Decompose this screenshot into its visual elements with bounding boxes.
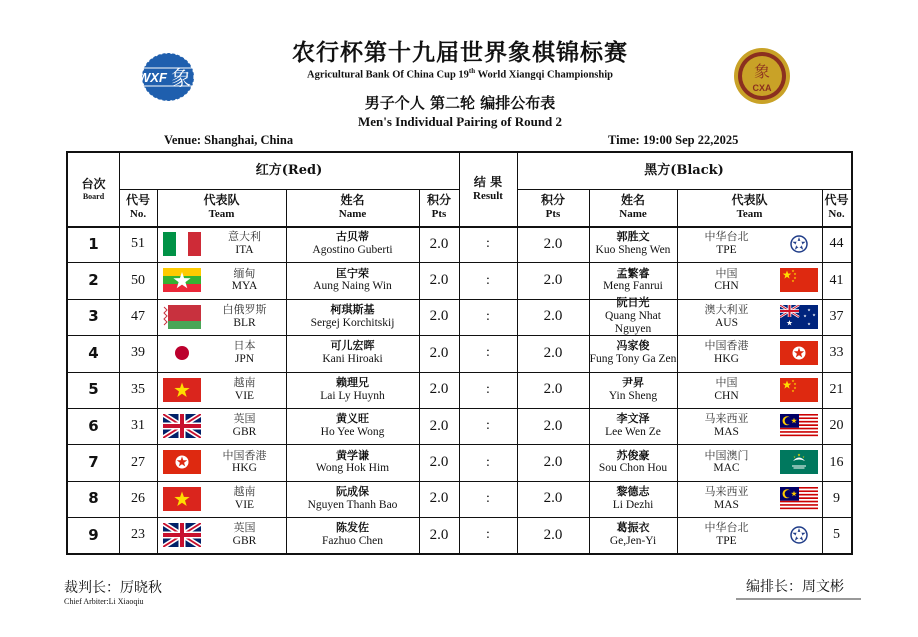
header-black-no-en: No.: [828, 208, 845, 221]
wxf-logo-glyph: 象: [171, 66, 191, 90]
black-points-value: 2.0: [543, 526, 563, 543]
red-player-no: [119, 444, 157, 480]
red-player-name: [286, 299, 419, 335]
board-number-value: 6: [88, 416, 99, 435]
black-team-cn: 中华台北: [704, 521, 749, 535]
black-team: [677, 481, 776, 517]
result-value: :: [486, 345, 490, 361]
black-player-name: [589, 226, 677, 262]
black-points: [517, 517, 589, 553]
header-red-name-en: Name: [338, 208, 367, 221]
black-team-en: HKG: [714, 353, 739, 366]
black-team-cn: 中国: [715, 266, 738, 280]
red-player-no-value: 26: [131, 490, 145, 506]
red-points-value: 2.0: [429, 453, 449, 470]
black-player-name-cn: 黎德志: [616, 485, 650, 499]
board-number-value: 4: [88, 343, 99, 362]
signature-underline: [736, 598, 861, 600]
result-value: :: [486, 236, 490, 252]
red-player-name-cn: 黄学谦: [336, 448, 369, 462]
black-team: [677, 262, 776, 298]
hkg-flag-icon: [163, 450, 201, 474]
red-team-cn: 日本: [233, 339, 256, 353]
red-points: [419, 226, 459, 262]
red-player-no-value: 51: [131, 236, 145, 252]
red-team-cn: 白俄罗斯: [222, 303, 267, 317]
red-player-name-cn: 阮成保: [336, 485, 369, 499]
chn-flag-icon: [780, 378, 818, 402]
black-player-name-cn: 李文泽: [616, 412, 650, 426]
red-team-en: VIE: [234, 389, 255, 402]
black-player-name-en: Meng Fanrui: [603, 280, 663, 293]
black-team-en: AUS: [714, 316, 738, 329]
black-points: [517, 444, 589, 480]
red-player-name-en: Fazhuo Chen: [321, 535, 383, 548]
header-red-pts-en: Pts: [431, 208, 447, 221]
time-label: Time: 19:00 Sep 22,2025: [608, 133, 739, 147]
header-black-name: [589, 189, 677, 226]
black-player-no: [822, 262, 851, 298]
red-player-name-cn: 柯琪斯基: [330, 303, 375, 317]
black-player-name-en: Yin Sheng: [608, 389, 658, 402]
red-player-name: [286, 517, 419, 553]
red-player-name-en: Kani Hiroaki: [322, 353, 383, 366]
black-team: [677, 335, 776, 371]
black-player-name-en: Ge,Jen-Yi: [609, 535, 657, 548]
ita-flag-icon: [163, 232, 201, 256]
black-player-no-value: 21: [829, 381, 844, 397]
black-player-no: [822, 226, 851, 262]
black-player-name-cn: 郭胜文: [616, 230, 650, 244]
board-number: [68, 262, 119, 298]
board-number: [68, 226, 119, 262]
board-number: [68, 335, 119, 371]
red-player-name-cn: 陈发佐: [336, 521, 369, 535]
header-result: [459, 153, 517, 226]
header-black: [517, 153, 851, 189]
red-points: [419, 444, 459, 480]
black-player-no: [822, 481, 851, 517]
red-points: [419, 517, 459, 553]
black-points-value: 2.0: [543, 308, 563, 325]
black-points: [517, 372, 589, 408]
result-cell: [459, 517, 517, 553]
board-number-value: 1: [88, 234, 99, 253]
black-player-name: [589, 481, 677, 517]
title-chinese: 农行杯第十九届世界象棋锦标赛: [292, 39, 628, 66]
red-player-name-en: Wong Hok Him: [315, 462, 390, 475]
header-red: [119, 153, 459, 189]
black-team-en: TPE: [716, 535, 737, 548]
red-player-name-cn: 赖理兄: [336, 375, 369, 389]
arranger-signature: 编排长：周文彬: [746, 579, 844, 595]
gbr-flag-icon: [163, 523, 201, 547]
hkg-flag-icon: [780, 341, 818, 365]
red-player-no-value: 47: [131, 308, 145, 324]
black-points: [517, 226, 589, 262]
red-team-en: MYA: [231, 280, 258, 293]
mas-flag-icon: [780, 414, 818, 438]
black-points-value: 2.0: [543, 417, 563, 434]
black-team-en: TPE: [716, 243, 737, 256]
black-player-name-en: Lee Wen Ze: [605, 425, 661, 438]
black-player-no-value: 33: [829, 345, 844, 361]
red-points: [419, 372, 459, 408]
tpe-flag-icon: [780, 232, 818, 256]
red-player-name-cn: 匡宁荣: [336, 266, 369, 280]
result-value: :: [486, 527, 490, 543]
header-black-name-en: Name: [619, 208, 647, 221]
header-red-pts-cn: 积分: [426, 193, 451, 208]
result-cell: [459, 335, 517, 371]
red-player-no-value: 39: [131, 345, 145, 361]
board-number: [68, 372, 119, 408]
red-points-value: 2.0: [429, 490, 449, 507]
black-team-cn: 马来西亚: [704, 485, 749, 499]
tpe-flag-icon: [780, 523, 818, 547]
red-team-en: BLR: [233, 316, 256, 329]
black-player-name-en: Quang Nhat Nguyen: [605, 310, 661, 336]
result-value: :: [486, 272, 490, 288]
red-team-cn: 意大利: [228, 230, 261, 244]
header-black-pts-cn: 积分: [540, 193, 565, 208]
black-points: [517, 408, 589, 444]
result-cell: [459, 408, 517, 444]
board-number-value: 2: [88, 270, 99, 289]
red-player-name: [286, 372, 419, 408]
red-player-name: [286, 444, 419, 480]
red-player-name: [286, 481, 419, 517]
black-player-no: [822, 408, 851, 444]
red-points: [419, 335, 459, 371]
venue-label: Venue: Shanghai, China: [164, 133, 294, 147]
black-player-name-en: Sou Chon Hou: [598, 462, 668, 475]
black-player-name: [589, 444, 677, 480]
mac-flag-icon: [780, 450, 818, 474]
black-team-cn: 中国香港: [704, 339, 749, 353]
black-points-value: 2.0: [543, 490, 563, 507]
red-player-no: [119, 226, 157, 262]
black-team-cn: 中国: [715, 375, 738, 389]
black-team: [677, 372, 776, 408]
black-points-value: 2.0: [543, 344, 563, 361]
black-team-cn: 中国澳门: [704, 448, 749, 462]
header-red-team: [157, 189, 286, 226]
black-team: [677, 408, 776, 444]
black-player-name-en: Fung Tony Ga Zen: [589, 353, 677, 366]
red-team: [203, 517, 286, 553]
black-points: [517, 262, 589, 298]
red-player-no-value: 31: [131, 418, 145, 434]
board-number-value: 3: [88, 307, 99, 326]
wxf-logo-text: WXF: [138, 70, 167, 85]
header-red-team-en: Team: [208, 208, 235, 221]
black-player-no-value: 44: [829, 236, 844, 252]
header-black-team: [677, 189, 822, 226]
red-player-no-value: 50: [131, 272, 145, 288]
black-player-name: [589, 262, 677, 298]
vie-flag-icon: [163, 378, 201, 402]
black-team-en: CHN: [714, 280, 739, 293]
red-player-name: [286, 335, 419, 371]
black-player-name-cn: 葛振衣: [616, 521, 650, 535]
black-player-no: [822, 517, 851, 553]
result-cell: [459, 481, 517, 517]
red-team: [203, 408, 286, 444]
header-result-en: Result: [473, 190, 503, 203]
header-red-name: [286, 189, 419, 226]
red-player-name-en: Nguyen Thanh Bao: [307, 498, 398, 511]
red-points: [419, 299, 459, 335]
header-black-title: 黑方(Black): [644, 162, 724, 178]
red-team-cn: 英国: [233, 521, 256, 535]
black-player-name: [589, 372, 677, 408]
red-team-en: HKG: [232, 462, 257, 475]
header-black-pts: [517, 189, 589, 226]
red-team-en: GBR: [232, 425, 257, 438]
result-cell: [459, 262, 517, 298]
black-player-no-value: 5: [833, 527, 840, 543]
black-team-cn: 中华台北: [704, 230, 749, 244]
result-value: :: [486, 308, 490, 324]
result-value: :: [486, 381, 490, 397]
header-black-no-cn: 代号: [824, 193, 849, 208]
header-board: [68, 153, 119, 226]
black-player-no-value: 41: [829, 272, 844, 288]
black-points-value: 2.0: [543, 381, 563, 398]
board-number: [68, 299, 119, 335]
board-number: [68, 517, 119, 553]
title-english-post: World Xiangqi Championship: [475, 69, 613, 81]
header-red-pts: [419, 189, 459, 226]
red-player-name-cn: 古贝蒂: [336, 230, 369, 244]
result-value: :: [486, 490, 490, 506]
chn-flag-icon: [780, 268, 818, 292]
header-red-no-en: No.: [129, 208, 147, 221]
cxa-logo-glyph: 象: [753, 62, 771, 81]
red-player-no: [119, 408, 157, 444]
title-english-sup: th: [468, 67, 476, 75]
black-points-value: 2.0: [543, 271, 563, 288]
subtitle-chinese: 男子个人 第二轮 编排公布表: [364, 94, 556, 112]
black-team-en: MAC: [713, 462, 740, 475]
black-team: [677, 299, 776, 335]
subtitle-english: Men's Individual Pairing of Round 2: [357, 114, 563, 129]
black-player-name-cn: 冯家俊: [616, 339, 650, 353]
black-player-name-en: Li Dezhi: [612, 498, 654, 511]
red-player-no: [119, 299, 157, 335]
black-player-name-cn: 孟繁睿: [616, 266, 650, 280]
black-points: [517, 299, 589, 335]
black-player-name: [589, 296, 677, 336]
red-player-no: [119, 517, 157, 553]
red-team: [203, 444, 286, 480]
result-cell: [459, 299, 517, 335]
red-team-en: VIE: [234, 498, 255, 511]
red-team-cn: 中国香港: [222, 448, 267, 462]
red-team-cn: 越南: [233, 375, 256, 389]
header-result-cn: 结 果: [473, 175, 503, 190]
header-board-cn: 台次: [81, 177, 106, 191]
black-team-cn: 澳大利亚: [704, 303, 749, 317]
black-points-value: 2.0: [543, 235, 563, 252]
header-red-no-cn: 代号: [125, 193, 150, 208]
red-player-no-value: 23: [131, 527, 145, 543]
red-team-en: ITA: [235, 243, 254, 256]
red-team-en: GBR: [232, 535, 257, 548]
board-number-value: 9: [88, 525, 99, 544]
red-points: [419, 481, 459, 517]
black-team-en: MAS: [714, 425, 739, 438]
result-value: :: [486, 454, 490, 470]
header-red-title: 红方(Red): [255, 162, 323, 178]
red-player-name-en: Agostino Guberti: [312, 243, 393, 256]
red-player-name: [286, 262, 419, 298]
jpn-flag-icon: [163, 341, 201, 365]
red-player-no: [119, 372, 157, 408]
header-red-name-cn: 姓名: [340, 193, 365, 208]
gbr-flag-icon: [163, 414, 201, 438]
black-player-no-value: 37: [829, 308, 844, 324]
black-team-en: CHN: [714, 389, 739, 402]
board-number-value: 8: [88, 489, 99, 508]
cxa-logo: [732, 46, 792, 106]
chief-arbiter-cn: 裁判长：厉晓秋: [64, 580, 162, 596]
header-red-team-cn: 代表队: [203, 193, 240, 208]
mas-flag-icon: [780, 487, 818, 511]
red-player-no-value: 27: [131, 454, 145, 470]
black-points: [517, 481, 589, 517]
black-team: [677, 517, 776, 553]
red-player-name-cn: 黄义旺: [336, 412, 369, 426]
black-player-no-value: 16: [829, 454, 844, 470]
result-value: :: [486, 418, 490, 434]
black-player-name-cn: 苏俊豪: [616, 448, 650, 462]
black-team: [677, 226, 776, 262]
red-player-name-en: Ho Yee Wong: [320, 425, 385, 438]
red-points: [419, 262, 459, 298]
black-player-name-en: Kuo Sheng Wen: [595, 243, 671, 256]
black-points-value: 2.0: [543, 453, 563, 470]
wxf-logo: [134, 52, 198, 102]
red-points: [419, 408, 459, 444]
red-team-cn: 越南: [233, 485, 256, 499]
result-cell: [459, 372, 517, 408]
header-black-pts-en: Pts: [545, 208, 561, 221]
board-number: [68, 408, 119, 444]
title-english-pre: Agricultural Bank Of China Cup 19: [307, 69, 469, 81]
red-team-cn: 缅甸: [233, 266, 256, 280]
red-player-name-en: Lai Ly Huynh: [320, 389, 385, 402]
red-player-no: [119, 481, 157, 517]
red-points-value: 2.0: [429, 526, 449, 543]
black-player-no: [822, 444, 851, 480]
header-red-no: [119, 189, 157, 226]
header-board-en: Board: [82, 191, 105, 201]
red-points-value: 2.0: [429, 417, 449, 434]
black-player-no: [822, 372, 851, 408]
black-team-en: MAS: [714, 498, 739, 511]
aus-flag-icon: [780, 305, 818, 329]
red-team-cn: 英国: [233, 412, 256, 426]
result-cell: [459, 226, 517, 262]
red-team: [203, 262, 286, 298]
board-number-value: 5: [88, 380, 99, 399]
red-points-value: 2.0: [429, 271, 449, 288]
black-player-no-value: 20: [829, 418, 844, 434]
chief-arbiter-en: Chief Arbiter:Li Xiaoqiu: [64, 597, 144, 606]
black-points: [517, 335, 589, 371]
red-player-no-value: 35: [131, 381, 145, 397]
header-black-name-cn: 姓名: [620, 193, 645, 208]
red-team-en: JPN: [234, 353, 255, 366]
black-player-name: [589, 517, 677, 553]
red-team: [203, 299, 286, 335]
title-english: [200, 67, 720, 81]
board-number-value: 7: [88, 452, 99, 471]
red-player-no: [119, 262, 157, 298]
board-number: [68, 481, 119, 517]
red-player-no: [119, 335, 157, 371]
red-player-name-en: Sergej Korchitskij: [310, 316, 395, 329]
black-player-name-cn: 尹昇: [622, 375, 644, 389]
blr-flag-icon: [163, 305, 201, 329]
black-player-name: [589, 335, 677, 371]
cxa-logo-text: CXA: [752, 83, 772, 93]
red-points-value: 2.0: [429, 381, 449, 398]
mya-flag-icon: [163, 268, 201, 292]
red-player-name-en: Aung Naing Win: [313, 280, 392, 293]
header-black-team-cn: 代表队: [731, 193, 768, 208]
red-player-name: [286, 408, 419, 444]
red-points-value: 2.0: [429, 235, 449, 252]
red-player-name: [286, 226, 419, 262]
header-black-team-en: Team: [736, 208, 763, 221]
black-player-no: [822, 335, 851, 371]
vie-flag-icon: [163, 487, 201, 511]
red-points-value: 2.0: [429, 344, 449, 361]
result-cell: [459, 444, 517, 480]
header-black-no: [822, 189, 851, 226]
black-team: [677, 444, 776, 480]
black-player-no-value: 9: [833, 490, 840, 506]
red-team: [203, 481, 286, 517]
black-player-no: [822, 299, 851, 335]
black-team-cn: 马来西亚: [704, 412, 749, 426]
pairing-table: [66, 151, 853, 555]
red-points-value: 2.0: [429, 308, 449, 325]
black-player-name-cn: 阮日光: [616, 296, 650, 310]
red-team: [203, 372, 286, 408]
red-player-name-cn: 可儿宏晖: [330, 339, 375, 353]
red-team: [203, 226, 286, 262]
board-number: [68, 444, 119, 480]
black-player-name: [589, 408, 677, 444]
red-team: [203, 335, 286, 371]
